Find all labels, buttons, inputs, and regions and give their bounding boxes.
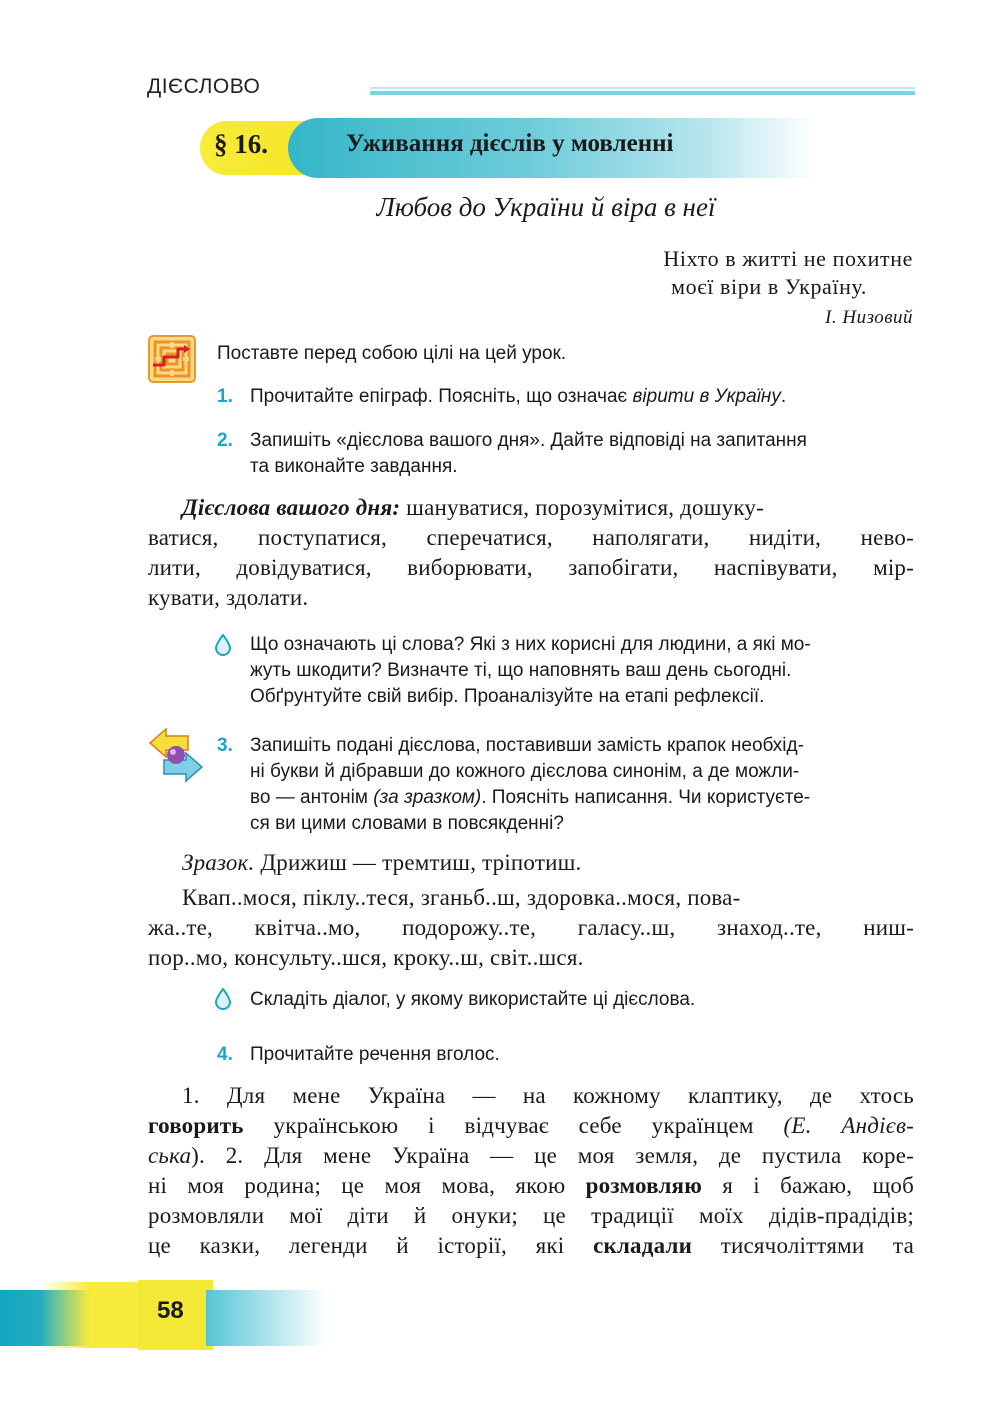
task-number: 3. bbox=[217, 735, 233, 756]
task-text: Прочитайте епіграф. Поясніть, що означає вірити в Україну. bbox=[250, 386, 787, 407]
reading-line-4: ні моя родина; це моя мова, якою розмовляю я і бажаю, щоб bbox=[148, 1173, 914, 1198]
reading-line-1: 1. Для мене Україна — на кожному клаптику, де хтось bbox=[182, 1083, 914, 1108]
reading-line-3: ська). 2. Для мене Україна — це моя земля, де пустила коре- bbox=[148, 1143, 914, 1168]
running-head: ДІЄСЛОВО bbox=[147, 75, 261, 98]
sample-line: Зразок. Дрижиш — тремтиш, тріпотиш. bbox=[182, 850, 582, 875]
reading-line-2: говорить українською і відчуває себе українцем (Е. Андієв- bbox=[148, 1113, 914, 1138]
epigraph-line-1: Ніхто в житті не похитне bbox=[663, 246, 913, 271]
water-drop-icon bbox=[214, 634, 232, 656]
task-3-line-4: ся ви цими словами в повсякденні? bbox=[250, 813, 564, 834]
exchange-arrows-icon bbox=[148, 727, 204, 783]
reflection-question-1-line-3: Обґрунтуйте свій вибір. Проаналізуйте на етапі рефлексії. bbox=[250, 686, 765, 707]
section-banner bbox=[200, 118, 815, 178]
task-2 bbox=[217, 428, 917, 484]
reflection-question-1-line-1: Що означають ці слова? Які з них корисні для людини, а які мо- bbox=[250, 634, 811, 655]
task-1 bbox=[217, 384, 917, 412]
task-4 bbox=[217, 1042, 917, 1070]
task-number: 1. bbox=[217, 386, 233, 407]
footer-band-yellow-glow bbox=[40, 1282, 140, 1348]
task-3 bbox=[217, 733, 917, 837]
page-number: 58 bbox=[157, 1297, 184, 1324]
reading-line-6: це казки, легенди й історії, які складали тисячоліттями та bbox=[148, 1233, 914, 1258]
verbs-of-day-line-3: лити, довідуватися, виборювати, запобігати, наспівувати, мір- bbox=[148, 555, 914, 580]
task-3-line-3: во — антонім (за зразком). Поясніть написання. Чи користуєте- bbox=[250, 787, 811, 808]
task-text-line-1: Запишіть «дієслова вашого дня». Дайте відповіді на запитання bbox=[250, 430, 807, 451]
verbs-of-day-line-1: Дієслова вашого дня: шануватися, порозумітися, дошуку- bbox=[148, 493, 914, 523]
reflection-question-1-line-2: жуть шкодити? Визначте ті, що наповнять ваш день сьогодні. bbox=[250, 660, 792, 681]
task-3-line-1: Запишіть подані дієслова, поставивши замість крапок необхід- bbox=[250, 735, 804, 756]
reading-line-5: розмовляли мої діти й онуки; це традиції моїх дідів-прадідів; bbox=[148, 1203, 914, 1228]
verbs-of-day-line-4: кувати, здолати. bbox=[148, 585, 309, 610]
epigraph-author: І. Низовий bbox=[825, 307, 913, 328]
sample-label: Зразок. bbox=[182, 850, 255, 875]
epigraph-line-2: моєї віри в Україну. bbox=[671, 274, 867, 299]
section-number: § 16. bbox=[214, 129, 268, 159]
exercise-words-line-3: пор..мо, консульту..шся, кроку..ш, світ..шся. bbox=[148, 945, 584, 970]
task-text: Прочитайте речення вголос. bbox=[250, 1044, 500, 1065]
maze-goal-icon bbox=[148, 335, 196, 383]
goals-intro: Поставте перед собою цілі на цей урок. bbox=[217, 343, 567, 364]
footer-band-fade bbox=[206, 1290, 326, 1346]
header-rule bbox=[370, 87, 915, 95]
exercise-words-line-1: Квап..мося, піклу..теся, зганьб..ш, здоровка..мося, пова- bbox=[182, 885, 741, 910]
task-text-line-2: та виконайте завдання. bbox=[250, 456, 458, 477]
verbs-of-day-line-2: ватися, поступатися, сперечатися, наполягати, нидіти, нево- bbox=[148, 525, 914, 550]
task-number: 4. bbox=[217, 1044, 233, 1065]
lesson-subtitle: Любов до України й віра в неї bbox=[376, 192, 716, 222]
reflection-question-2: Складіть діалог, у якому використайте ці дієслова. bbox=[250, 989, 696, 1010]
verbs-of-day-label: Дієслова вашого дня: bbox=[182, 495, 401, 520]
exercise-words-line-2: жа..те, квітча..мо, подорожу..те, галасу..ш, знаход..те, ниш- bbox=[148, 915, 914, 940]
water-drop-icon bbox=[214, 988, 232, 1010]
section-title: Уживання дієслів у мовленні bbox=[346, 130, 674, 157]
task-number: 2. bbox=[217, 430, 233, 451]
task-3-line-2: ні букви й дібравши до кожного дієслова синонім, а де можли- bbox=[250, 761, 800, 782]
